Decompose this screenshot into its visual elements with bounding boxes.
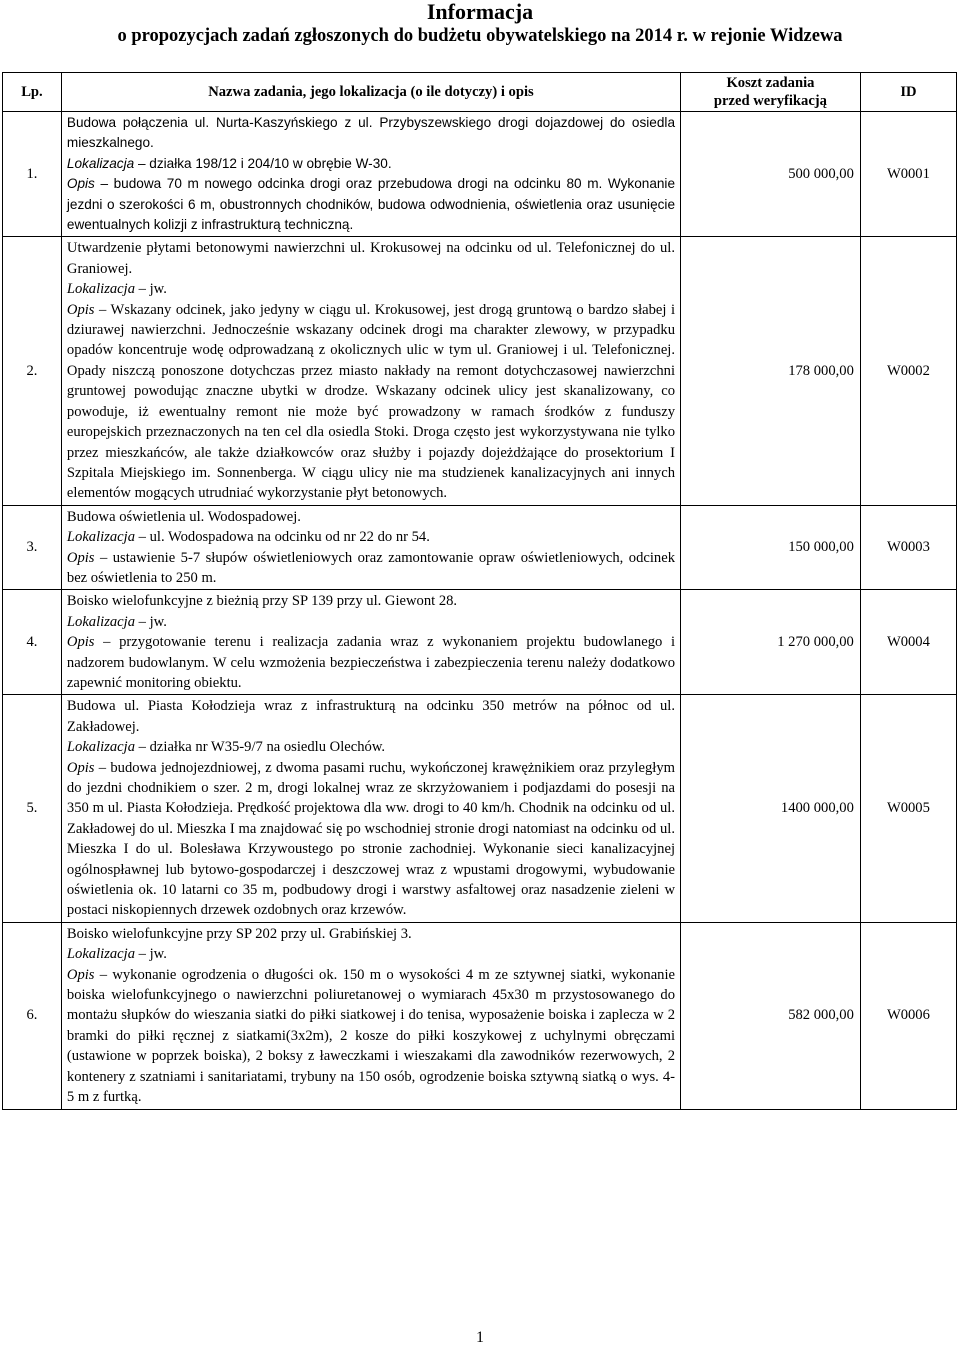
row-location-label: Lokalizacja bbox=[66, 155, 135, 171]
row-lp: 4. bbox=[3, 590, 62, 695]
row-opis-text: – przygotowanie terenu i realizacja zadania wraz z wykonaniem projektu budowlanego i nadzorem budowlanym. W celu wzmożenia bezpieczeństwa i zabezpieczenia terenu należy dodatkowo zapewnić monitoring obiektu. bbox=[66, 634, 676, 691]
table-row bbox=[3, 695, 957, 922]
table-row bbox=[3, 112, 957, 237]
row-title: Budowa ul. Piasta Kołodzieja wraz z infrastrukturą na odcinku 350 metrów na północ od ul. Zakładowej. bbox=[66, 698, 676, 735]
row-description bbox=[61, 922, 680, 1109]
row-id: W0003 bbox=[860, 505, 956, 590]
row-cost: 150 000,00 bbox=[681, 505, 861, 590]
column-header-cost-line1: Koszt zadania bbox=[726, 75, 815, 91]
row-location-label: Lokalizacja bbox=[66, 529, 136, 546]
table-header-row bbox=[3, 73, 957, 112]
row-description bbox=[61, 590, 680, 695]
row-cost: 582 000,00 bbox=[681, 922, 861, 1109]
document-title: Informacja bbox=[426, 0, 534, 24]
row-lp: 1. bbox=[3, 112, 62, 237]
row-location-label: Lokalizacja bbox=[66, 281, 136, 298]
row-location-text: – jw. bbox=[135, 281, 167, 298]
row-location-label: Lokalizacja bbox=[66, 946, 136, 963]
row-cost: 178 000,00 bbox=[681, 237, 861, 505]
row-opis-text: – budowa 70 m nowego odcinka drogi oraz przebudowa drogi na odcinku 80 m. Wykonanie jezdni o szerokości 6 m, obustronnych chodników, budowa odwodnienia, oświetlenia oraz usunięcie ewentualnych kolizji z infrastrukturą techniczną. bbox=[66, 176, 676, 233]
table-row bbox=[3, 922, 957, 1109]
column-header-cost bbox=[681, 73, 861, 112]
row-lp: 3. bbox=[3, 505, 62, 590]
row-title: Utwardzenie płytami betonowymi nawierzchni ul. Krokusowej na odcinku od ul. Telefonicznej do ul. Graniowej. bbox=[66, 240, 676, 277]
table-row bbox=[3, 505, 957, 590]
row-location-text: – ul. Wodospadowa na odcinku od nr 22 do nr 54. bbox=[135, 529, 430, 546]
table-row bbox=[3, 590, 957, 695]
page-number: 1 bbox=[476, 1329, 484, 1346]
row-title: Boisko wielofunkcyjne przy SP 202 przy ul. Grabińskiej 3. bbox=[66, 925, 412, 942]
column-header-id: ID bbox=[860, 73, 956, 112]
row-id: W0001 bbox=[860, 112, 956, 237]
row-location-label: Lokalizacja bbox=[66, 739, 136, 756]
row-description bbox=[61, 112, 680, 237]
row-cost: 1400 000,00 bbox=[681, 695, 861, 922]
row-id: W0005 bbox=[860, 695, 956, 922]
row-description bbox=[61, 237, 680, 505]
row-title: Budowa oświetlenia ul. Wodospadowej. bbox=[66, 508, 301, 525]
row-opis-label: Opis bbox=[66, 759, 95, 776]
row-cost: 1 270 000,00 bbox=[681, 590, 861, 695]
row-opis-text: – wykonanie ogrodzenia o długości ok. 150 m o wysokości 4 m ze sztywnej siatki, wykonanie boiska wielofunkcyjnego o nawierzchni poliuretanowej o wymiarach 45x30 m przystosowanego do montażu słupków do wieszania siatki do piłki siatkowej i do tenisa, wyposażenie boiska i zaplecza w 2 bramki do piłki ręcznej z siatkami(3x2m), 2 kosze do piłki koszykowej z uchylnymi obręczami (ustawione w poprzek boiska), 2 boksy z ławeczkami i wieszakami dla zawodników rezerwowych, 2 kontenery z szatniami i sanitariatami, trybuny na 150 osób, ogrodzenie boiska sztywną siatką o wys. 4-5 m z furtką. bbox=[66, 966, 676, 1106]
row-location-text: – działka nr W35-9/7 na osiedlu Olechów. bbox=[135, 739, 386, 756]
row-lp: 5. bbox=[3, 695, 62, 922]
row-opis-text: – ustawienie 5-7 słupów oświetleniowych oraz zamontowanie opraw oświetleniowych, odcinek bez oświetlenia to 250 m. bbox=[66, 549, 676, 586]
tasks-table bbox=[2, 72, 957, 1110]
row-opis-label: Opis bbox=[66, 549, 95, 566]
row-id: W0004 bbox=[860, 590, 956, 695]
column-header-name: Nazwa zadania, jego lokalizacja (o ile dotyczy) i opis bbox=[61, 73, 680, 112]
row-title: Budowa połączenia ul. Nurta-Kaszyńskiego z ul. Przybyszewskiego drogi dojazdowej do osiedla mieszkalnego. bbox=[66, 115, 676, 151]
row-lp: 2. bbox=[3, 237, 62, 505]
column-header-lp: Lp. bbox=[3, 73, 62, 112]
row-location-text: – jw. bbox=[135, 613, 167, 630]
row-opis-label: Opis bbox=[66, 634, 95, 651]
row-title: Boisko wielofunkcyjne z bieżnią przy SP 139 przy ul. Giewont 28. bbox=[66, 593, 458, 610]
table-row bbox=[3, 237, 957, 505]
row-cost: 500 000,00 bbox=[681, 112, 861, 237]
row-location-text: – jw. bbox=[135, 946, 167, 963]
row-id: W0002 bbox=[860, 237, 956, 505]
row-opis-label: Opis bbox=[66, 176, 95, 192]
row-location-label: Lokalizacja bbox=[66, 613, 136, 630]
document-subtitle: o propozycjach zadań zgłoszonych do budżetu obywatelskiego na 2014 r. w rejonie Widzewa bbox=[117, 26, 843, 46]
row-description bbox=[61, 505, 680, 590]
row-description bbox=[61, 695, 680, 922]
row-opis-text: – budowa jednojezdniowej, z dwoma pasami ruchu, wykończonej krawężnikiem oraz przyległym do jezdni chodnikiem o szer. 2 m, drogi lokalnej wraz ze skrzyżowaniem i podjazdami do posesji na 350 m ul. Piasta Kołodzieja. Prędkość projektowa dla ww. drogi to 40 km/h. Chodnik na odcinku od ul. Zakładowej do ul. Mieszka I ma znajdować się po wschodniej stronie drogi natomiast na odcinku od ul. Mieszka I do ul. Bolesława Krzywoustego po stronie zachodniej. Wykonanie sieci kanalizacyjnej ogólnospławnej lub bytowo-gospodarczej i deszczowej wraz z wpustami drogowymi, wybudowanie oświetlenia ok. 10 latarni co 35 m, podbudowy drogi i warstwy asfaltowej oraz nasadzenie zieleni w postaci niskopiennych drzewek ozdobnych oraz krzewów. bbox=[66, 759, 676, 919]
row-lp: 6. bbox=[3, 922, 62, 1109]
row-location-text: – działka 198/12 i 204/10 w obrębie W-30. bbox=[134, 155, 392, 171]
row-opis-text: – Wskazany odcinek, jako jedyny w ciągu ul. Krokusowej, jest drogą gruntową o bardzo słabej i dziurawej nawierzchni. Jednocześnie wskazany odcinek drogi ma charakter zlewowy, w przypadku opadów koncentruje wodę odprowadzaną z okolicznych ulic w tym ul. Graniowej i ul. Telefonicznej. Opady niszczą ponoszone dotychczas przez miasto nakłady na remont dotychczasowej nawierzchni gruntowej powodując znaczne ubytki w drodze. Wskazany odcinek ulicy jest skanalizowany, co powoduje, iż ewentualny remont nie może być prowadzony w ramach środków z funduszy europejskich przeznaczonych na ten cel dla osiedla Stoki. Droga często jest wykorzystywana nie tylko przez mieszkańców, ale także działkowców oraz służby i pojazdy dojeżdżające do prosektorium I Szpitala Miejskiego im. Sonnenberga. W ciągu ulicy nie ma studzienek kanalizacyjnych ani innych elementów mogących utrudniać wykorzystanie płyt betonowych. bbox=[66, 301, 676, 502]
row-id: W0006 bbox=[860, 922, 956, 1109]
row-opis-label: Opis bbox=[66, 301, 95, 318]
row-opis-label: Opis bbox=[66, 966, 95, 983]
column-header-cost-line2: przed weryfikacją bbox=[713, 93, 827, 109]
